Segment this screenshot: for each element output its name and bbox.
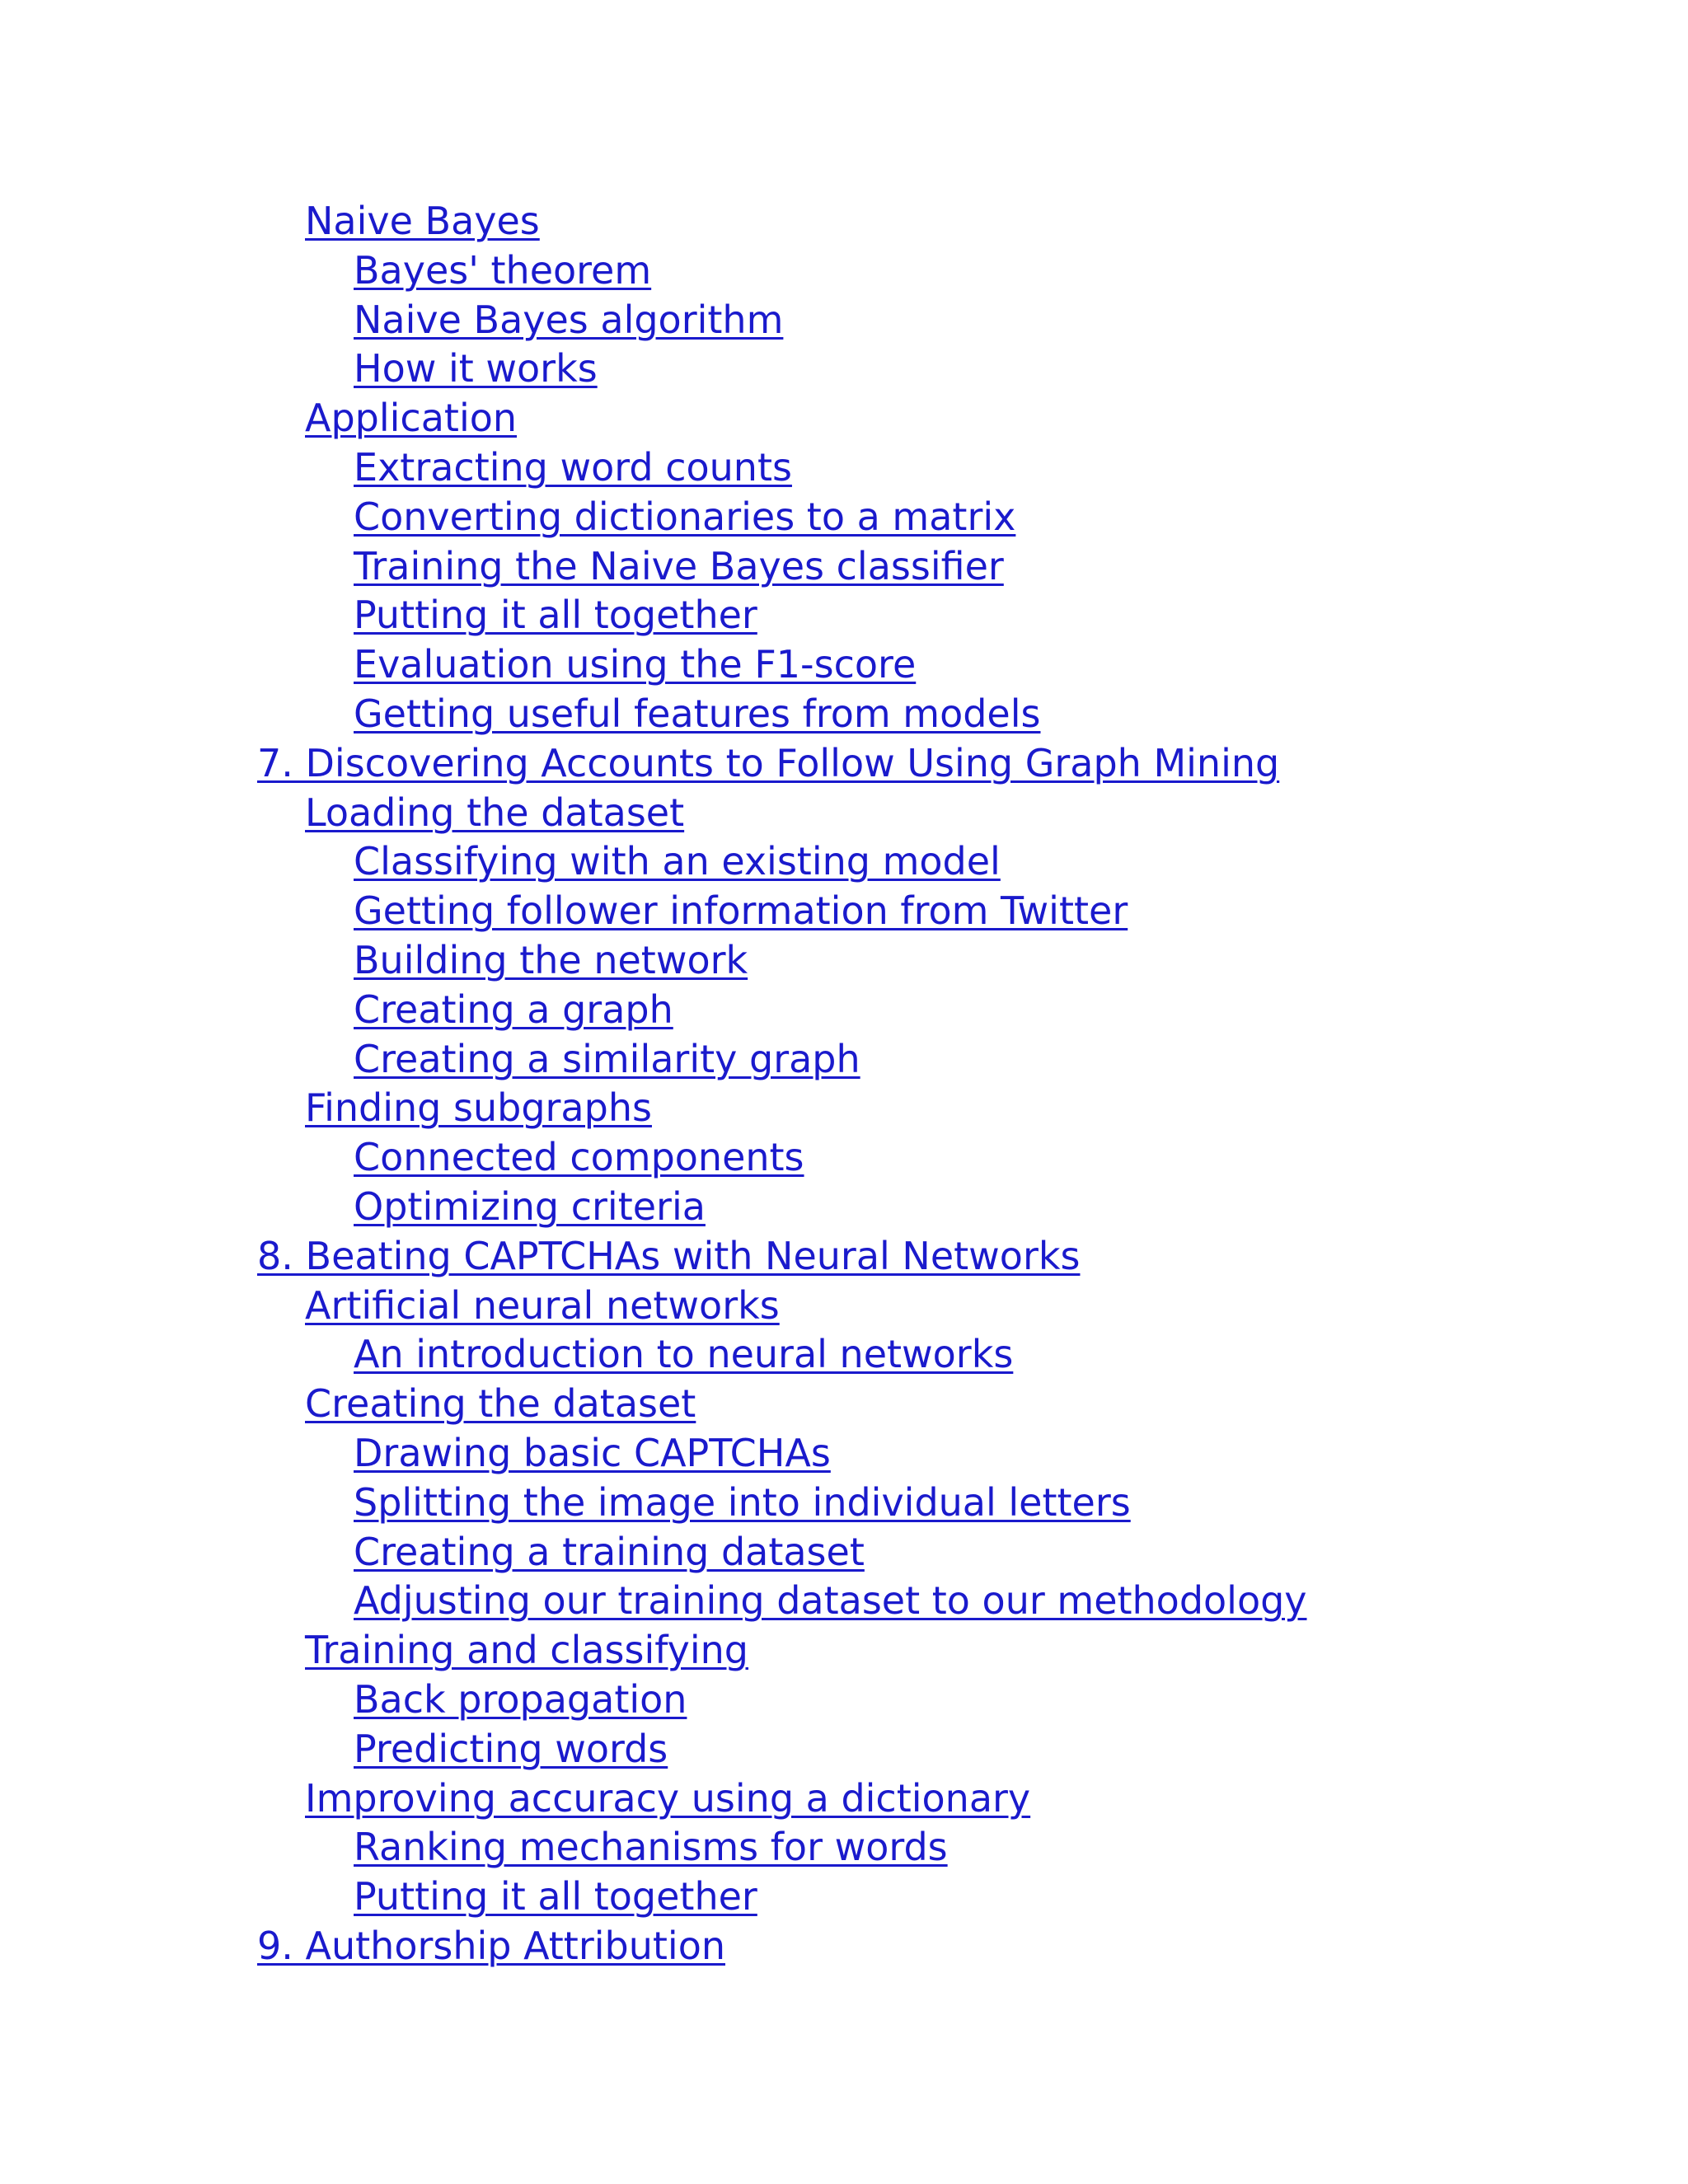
toc-subsection-link[interactable]: Naive Bayes algorithm <box>354 297 784 342</box>
toc-entry <box>257 837 1307 887</box>
toc-entry <box>257 789 1307 838</box>
toc-entry <box>257 887 1307 936</box>
toc-subsection-link[interactable]: Getting follower information from Twitter <box>354 888 1128 934</box>
toc-subsection-link[interactable]: Classifying with an existing model <box>354 839 1001 884</box>
toc-subsection-link[interactable]: Evaluation using the F1-score <box>354 642 917 687</box>
toc-entry <box>257 1725 1307 1774</box>
toc-subsection-link[interactable]: Getting useful features from models <box>354 691 1041 736</box>
toc-subsection-link[interactable]: Bayes' theorem <box>354 247 652 293</box>
toc-entry <box>257 394 1307 443</box>
toc-subsection-link[interactable]: Optimizing criteria <box>354 1183 706 1229</box>
toc-entry <box>257 344 1307 394</box>
toc-entry <box>257 1528 1307 1577</box>
toc-subsection-link[interactable]: Converting dictionaries to a matrix <box>354 494 1016 539</box>
toc-entry <box>257 1479 1307 1528</box>
toc-entry <box>257 936 1307 986</box>
toc-entry <box>257 739 1307 789</box>
toc-subsection-link[interactable]: Creating a training dataset <box>354 1529 865 1574</box>
toc-entry <box>257 1282 1307 1331</box>
toc-entry <box>257 1232 1307 1282</box>
toc-entry <box>257 197 1307 246</box>
toc-subsection-link[interactable]: Predicting words <box>354 1726 668 1771</box>
toc-entry <box>257 1380 1307 1429</box>
toc-subsection-link[interactable]: Ranking mechanisms for words <box>354 1825 948 1870</box>
toc-section-link[interactable]: Artificial neural networks <box>305 1282 780 1328</box>
toc-entry <box>257 986 1307 1035</box>
toc-section-link[interactable]: Loading the dataset <box>305 790 685 835</box>
toc-subsection-link[interactable]: Creating a similarity graph <box>354 1036 860 1081</box>
toc-entry <box>257 1922 1307 1971</box>
toc-entry <box>257 591 1307 640</box>
toc-subsection-link[interactable]: How it works <box>354 346 598 391</box>
toc-entry <box>257 640 1307 690</box>
toc-section-link[interactable]: Creating the dataset <box>305 1381 696 1427</box>
toc-chapter-link[interactable]: 8. Beating CAPTCHAs with Neural Networks <box>257 1233 1081 1278</box>
toc-chapter-link[interactable]: 7. Discovering Accounts to Follow Using Graph Mining <box>257 740 1280 785</box>
toc-subsection-link[interactable]: Drawing basic CAPTCHAs <box>354 1430 831 1475</box>
toc-entry <box>257 1774 1307 1824</box>
toc-subsection-link[interactable]: Splitting the image into individual letters <box>354 1479 1131 1525</box>
toc-section-link[interactable]: Application <box>305 396 518 441</box>
toc-entry <box>257 443 1307 493</box>
toc-entry <box>257 1872 1307 1922</box>
toc-chapter-link[interactable]: 9. Authorship Attribution <box>257 1923 725 1968</box>
toc-section-link[interactable]: Training and classifying <box>305 1628 749 1673</box>
toc-entry <box>257 1183 1307 1232</box>
toc-subsection-link[interactable]: Putting it all together <box>354 1874 757 1919</box>
toc-subsection-link[interactable]: Back propagation <box>354 1676 687 1722</box>
toc-subsection-link[interactable]: Building the network <box>354 937 748 982</box>
toc-entry <box>257 1429 1307 1479</box>
table-of-contents <box>257 197 1307 1971</box>
toc-entry <box>257 1133 1307 1183</box>
toc-subsection-link[interactable]: An introduction to neural networks <box>354 1332 1014 1377</box>
toc-entry <box>257 246 1307 296</box>
toc-subsection-link[interactable]: Putting it all together <box>354 593 757 638</box>
toc-section-link[interactable]: Improving accuracy using a dictionary <box>305 1775 1031 1821</box>
toc-subsection-link[interactable]: Adjusting our training dataset to our methodology <box>354 1578 1307 1624</box>
toc-section-link[interactable]: Finding subgraphs <box>305 1085 652 1131</box>
toc-subsection-link[interactable]: Training the Naive Bayes classifier <box>354 543 1004 588</box>
toc-section-link[interactable]: Naive Bayes <box>305 199 540 243</box>
toc-entry <box>257 1626 1307 1675</box>
toc-entry <box>257 1577 1307 1626</box>
toc-entry <box>257 1675 1307 1725</box>
toc-subsection-link[interactable]: Creating a graph <box>354 987 673 1032</box>
toc-subsection-link[interactable]: Connected components <box>354 1135 804 1180</box>
toc-entry <box>257 296 1307 345</box>
toc-entry <box>257 1823 1307 1872</box>
toc-subsection-link[interactable]: Extracting word counts <box>354 444 792 490</box>
toc-entry <box>257 542 1307 592</box>
toc-entry <box>257 1084 1307 1133</box>
toc-entry <box>257 690 1307 739</box>
toc-entry <box>257 1035 1307 1085</box>
toc-entry <box>257 1330 1307 1380</box>
toc-entry <box>257 493 1307 542</box>
